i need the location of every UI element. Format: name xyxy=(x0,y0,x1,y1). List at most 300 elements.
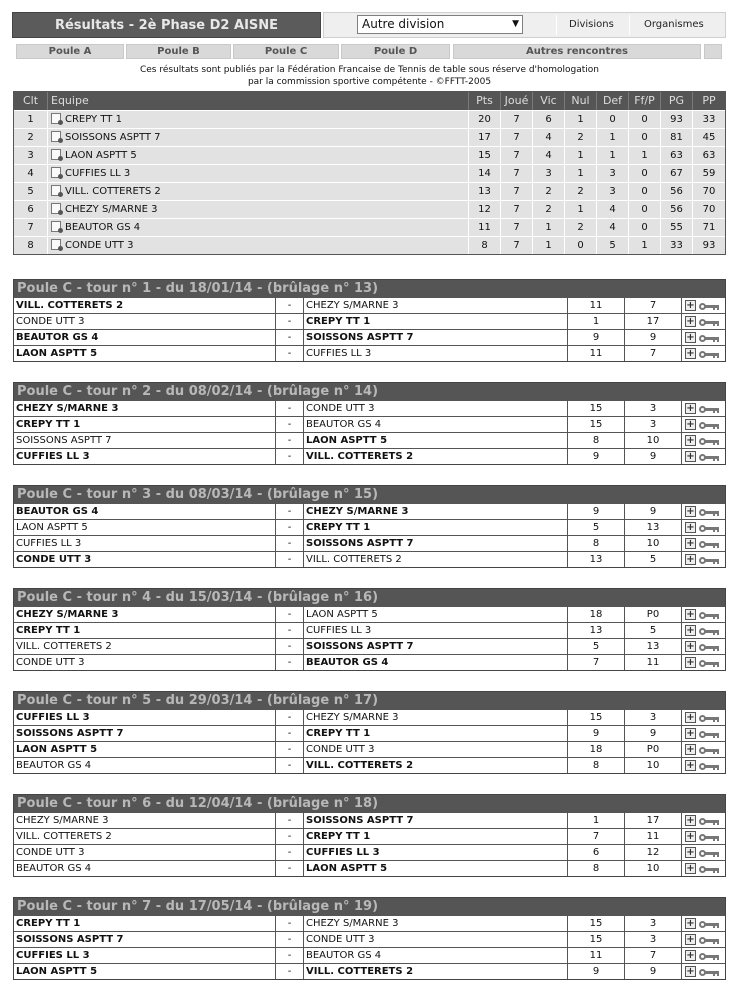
home-team: BEAUTOR GS 4 xyxy=(14,861,276,876)
home-score: 15 xyxy=(568,916,625,931)
standings-header-row xyxy=(14,92,725,110)
key-icon[interactable] xyxy=(699,644,721,651)
standings-cell: 63 xyxy=(702,150,716,161)
match-actions xyxy=(682,449,725,464)
match-row xyxy=(14,638,725,654)
away-team: BEAUTOR GS 4 xyxy=(304,417,568,432)
match-row xyxy=(14,329,725,345)
away-score: 9 xyxy=(625,330,682,345)
away-team: CONDE UTT 3 xyxy=(304,401,568,416)
standings-cell: 70 xyxy=(702,204,716,215)
key-icon[interactable] xyxy=(699,850,721,857)
standings-cell: 1 xyxy=(597,147,629,164)
match-row xyxy=(14,622,725,638)
standings-cell: 1 xyxy=(533,219,565,236)
match-row xyxy=(14,551,725,567)
plus-icon[interactable]: + xyxy=(686,744,695,755)
match-actions xyxy=(682,742,725,757)
key-icon[interactable] xyxy=(699,747,721,754)
key-icon[interactable] xyxy=(699,715,721,722)
team-info-icon[interactable] xyxy=(51,203,61,214)
away-score: 9 xyxy=(625,504,682,519)
tab-poule-a[interactable]: Poule A xyxy=(16,44,124,59)
key-icon[interactable] xyxy=(699,525,721,532)
standings-cell: 3 xyxy=(14,147,48,164)
away-score: 9 xyxy=(625,449,682,464)
team-cell xyxy=(48,111,469,128)
match-actions xyxy=(682,504,725,519)
home-team: SOISSONS ASPTT 7 xyxy=(14,726,276,741)
standings-row xyxy=(14,182,725,200)
home-team: CHEZY S/MARNE 3 xyxy=(14,607,276,622)
away-score: 3 xyxy=(625,710,682,725)
key-icon[interactable] xyxy=(699,763,721,770)
home-team: CUFFIES LL 3 xyxy=(14,449,276,464)
key-icon[interactable] xyxy=(699,818,721,825)
home-team: SOISSONS ASPTT 7 xyxy=(14,932,276,947)
away-score: 3 xyxy=(625,932,682,947)
match-row xyxy=(14,931,725,947)
match-row xyxy=(14,503,725,519)
key-icon[interactable] xyxy=(699,303,721,310)
plus-icon[interactable]: + xyxy=(686,815,695,826)
away-team: CHEZY S/MARNE 3 xyxy=(304,916,568,931)
standings-cell: 7 xyxy=(501,219,533,236)
column-header: PG xyxy=(661,92,693,110)
divisions-link[interactable]: Divisions xyxy=(569,19,614,30)
standings-cell: 0 xyxy=(629,219,661,236)
tab-poule-c[interactable]: Poule C xyxy=(233,44,339,59)
match-row xyxy=(14,860,725,876)
home-team: CHEZY S/MARNE 3 xyxy=(14,813,276,828)
division-select-value: Autre division xyxy=(362,17,445,31)
away-score: 7 xyxy=(625,346,682,361)
poule-tabs xyxy=(16,44,722,59)
team-info-icon[interactable] xyxy=(51,131,61,142)
match-row xyxy=(14,757,725,773)
home-score: 7 xyxy=(568,829,625,844)
away-team: LAON ASPTT 5 xyxy=(304,607,568,622)
home-team: LAON ASPTT 5 xyxy=(14,964,276,979)
notice-line-2: par la commission sportive compétente - ©FFTT-2005 xyxy=(247,77,492,87)
standings-cell: 81 xyxy=(661,129,693,146)
home-team: LAON ASPTT 5 xyxy=(14,346,276,361)
plus-icon[interactable]: + xyxy=(686,300,695,311)
separator: - xyxy=(276,964,304,979)
home-score: 15 xyxy=(568,417,625,432)
plus-icon[interactable]: + xyxy=(686,918,695,929)
plus-icon[interactable]: + xyxy=(686,760,695,771)
standings-cell: 1 xyxy=(533,237,565,254)
team-info-icon[interactable] xyxy=(51,239,61,250)
away-team: VILL. COTTERETS 2 xyxy=(304,964,568,979)
match-actions xyxy=(682,829,725,844)
key-icon[interactable] xyxy=(699,557,721,564)
home-team: VILL. COTTERETS 2 xyxy=(14,639,276,654)
standings-cell: 13 xyxy=(469,183,501,200)
plus-icon[interactable]: + xyxy=(686,728,695,739)
separator: - xyxy=(276,845,304,860)
key-icon[interactable] xyxy=(699,422,721,429)
plus-icon[interactable]: + xyxy=(686,847,695,858)
away-team: CUFFIES LL 3 xyxy=(304,346,568,361)
match-actions xyxy=(682,948,725,963)
plus-icon[interactable]: + xyxy=(686,966,695,977)
separator: - xyxy=(276,655,304,670)
match-row xyxy=(14,400,725,416)
match-actions xyxy=(682,932,725,947)
standings-cell: 3 xyxy=(597,165,629,182)
away-score: 5 xyxy=(625,552,682,567)
key-icon[interactable] xyxy=(699,541,721,548)
round-title: Poule C - tour n° 3 - du 08/03/14 - (brûlage n° 15) xyxy=(14,486,725,503)
round-block xyxy=(13,897,726,980)
away-score: 13 xyxy=(625,520,682,535)
key-icon[interactable] xyxy=(699,921,721,928)
standings-cell: 14 xyxy=(469,165,501,182)
home-score: 1 xyxy=(568,314,625,329)
away-team: CUFFIES LL 3 xyxy=(304,845,568,860)
away-team: CONDE UTT 3 xyxy=(304,932,568,947)
match-row xyxy=(14,741,725,757)
organismes-link[interactable]: Organismes xyxy=(644,19,704,30)
standings-cell: 1 xyxy=(565,147,597,164)
away-score: 17 xyxy=(625,314,682,329)
away-score: 3 xyxy=(625,417,682,432)
standings-cell: 0 xyxy=(565,237,597,254)
match-actions xyxy=(682,314,725,329)
match-actions xyxy=(682,298,725,313)
plus-icon[interactable]: + xyxy=(686,538,695,549)
standings-cell: 56 xyxy=(661,183,693,200)
home-score: 8 xyxy=(568,861,625,876)
key-icon[interactable] xyxy=(699,969,721,976)
standings-cell: 1 xyxy=(629,237,661,254)
match-actions xyxy=(682,845,725,860)
match-actions xyxy=(682,813,725,828)
away-team: CREPY TT 1 xyxy=(304,726,568,741)
team-name-link[interactable]: CHEZY S/MARNE 3 xyxy=(65,204,158,215)
standings-row xyxy=(14,218,725,236)
team-info-icon[interactable] xyxy=(51,221,61,232)
match-actions xyxy=(682,607,725,622)
plus-icon[interactable]: + xyxy=(686,641,695,652)
home-team: BEAUTOR GS 4 xyxy=(14,504,276,519)
away-team: VILL. COTTERETS 2 xyxy=(304,449,568,464)
divider xyxy=(629,15,630,35)
key-icon[interactable] xyxy=(699,953,721,960)
home-team: BEAUTOR GS 4 xyxy=(14,330,276,345)
round-block xyxy=(13,588,726,671)
home-team: CHEZY S/MARNE 3 xyxy=(14,401,276,416)
tab-poule-b[interactable]: Poule B xyxy=(126,44,231,59)
round-block xyxy=(13,691,726,774)
home-score: 6 xyxy=(568,845,625,860)
match-row xyxy=(14,535,725,551)
home-team: CONDE UTT 3 xyxy=(14,552,276,567)
plus-icon[interactable]: + xyxy=(686,522,695,533)
column-header: Ff/P xyxy=(629,92,661,110)
key-icon[interactable] xyxy=(699,660,721,667)
standings-cell: 4 xyxy=(14,165,48,182)
plus-icon[interactable]: + xyxy=(686,506,695,517)
standings-cell: 2 xyxy=(565,129,597,146)
match-row xyxy=(14,432,725,448)
match-row xyxy=(14,519,725,535)
standings-cell: 17 xyxy=(469,129,501,146)
away-score: 10 xyxy=(625,758,682,773)
match-row xyxy=(14,844,725,860)
match-row xyxy=(14,606,725,622)
away-score: P0 xyxy=(625,742,682,757)
home-team: CUFFIES LL 3 xyxy=(14,948,276,963)
standings-cell: 93 xyxy=(661,111,693,128)
plus-icon[interactable]: + xyxy=(686,451,695,462)
standings-cell: 11 xyxy=(469,219,501,236)
standings-cell: 93 xyxy=(702,240,716,251)
page-title: Résultats - 2è Phase D2 AISNE xyxy=(12,12,321,38)
plus-icon[interactable]: + xyxy=(686,657,695,668)
key-icon[interactable] xyxy=(699,937,721,944)
home-score: 5 xyxy=(568,520,625,535)
standings-cell: 45 xyxy=(702,132,716,143)
team-info-icon[interactable] xyxy=(51,167,61,178)
home-score: 13 xyxy=(568,552,625,567)
plus-icon[interactable]: + xyxy=(686,831,695,842)
match-actions xyxy=(682,726,725,741)
key-icon[interactable] xyxy=(699,351,721,358)
standings-cell: 0 xyxy=(629,129,661,146)
home-score: 1 xyxy=(568,813,625,828)
team-name-link[interactable]: BEAUTOR GS 4 xyxy=(65,222,141,233)
standings-cell: 6 xyxy=(533,111,565,128)
home-score: 9 xyxy=(568,964,625,979)
standings-cell: 7 xyxy=(501,147,533,164)
standings-cell: 2 xyxy=(565,183,597,200)
plus-icon[interactable]: + xyxy=(686,950,695,961)
away-score: 10 xyxy=(625,861,682,876)
round-title: Poule C - tour n° 1 - du 18/01/14 - (brûlage n° 13) xyxy=(14,280,725,297)
column-header: Vic xyxy=(533,92,565,110)
standings-cell: 56 xyxy=(661,201,693,218)
standings-row xyxy=(14,200,725,218)
team-name-link[interactable]: CREPY TT 1 xyxy=(65,114,122,125)
standings-cell: 55 xyxy=(661,219,693,236)
home-score: 11 xyxy=(568,346,625,361)
separator: - xyxy=(276,449,304,464)
standings-cell: 63 xyxy=(661,147,693,164)
home-score: 15 xyxy=(568,710,625,725)
tab-autres-rencontres[interactable]: Autres rencontres xyxy=(453,44,701,59)
home-score: 15 xyxy=(568,932,625,947)
key-icon[interactable] xyxy=(699,406,721,413)
separator: - xyxy=(276,314,304,329)
away-team: SOISSONS ASPTT 7 xyxy=(304,536,568,551)
away-team: CREPY TT 1 xyxy=(304,829,568,844)
away-score: 11 xyxy=(625,829,682,844)
away-score: 9 xyxy=(625,726,682,741)
match-row xyxy=(14,313,725,329)
away-team: CHEZY S/MARNE 3 xyxy=(304,710,568,725)
home-team: CREPY TT 1 xyxy=(14,417,276,432)
team-name-link[interactable]: LAON ASPTT 5 xyxy=(65,150,137,161)
match-row xyxy=(14,709,725,725)
standings-cell: 0 xyxy=(629,111,661,128)
away-score: 3 xyxy=(625,401,682,416)
match-row xyxy=(14,915,725,931)
plus-icon[interactable]: + xyxy=(686,332,695,343)
match-actions xyxy=(682,655,725,670)
team-name-link[interactable]: VILL. COTTERETS 2 xyxy=(65,186,161,197)
standings-cell: 2 xyxy=(533,201,565,218)
key-icon[interactable] xyxy=(699,335,721,342)
round-block xyxy=(13,485,726,568)
key-icon[interactable] xyxy=(699,834,721,841)
home-score: 9 xyxy=(568,726,625,741)
column-header: Clt xyxy=(14,92,48,110)
separator: - xyxy=(276,536,304,551)
key-icon[interactable] xyxy=(699,628,721,635)
match-actions xyxy=(682,639,725,654)
standings-cell: 1 xyxy=(14,111,48,128)
standings-cell: 7 xyxy=(501,237,533,254)
standings-row xyxy=(14,110,725,128)
team-info-icon[interactable] xyxy=(51,113,61,124)
match-actions xyxy=(682,710,725,725)
match-actions xyxy=(682,417,725,432)
away-score: 5 xyxy=(625,623,682,638)
tab-poule-d[interactable]: Poule D xyxy=(341,44,450,59)
column-header: Equipe xyxy=(48,92,469,110)
team-name-link[interactable]: CONDE UTT 3 xyxy=(65,240,134,251)
plus-icon[interactable]: + xyxy=(686,712,695,723)
standings-cell: 2 xyxy=(533,183,565,200)
home-team: CUFFIES LL 3 xyxy=(14,710,276,725)
plus-icon[interactable]: + xyxy=(686,609,695,620)
separator: - xyxy=(276,861,304,876)
match-actions xyxy=(682,758,725,773)
plus-icon[interactable]: + xyxy=(686,554,695,565)
away-team: CREPY TT 1 xyxy=(304,520,568,535)
separator: - xyxy=(276,639,304,654)
away-score: 3 xyxy=(625,916,682,931)
plus-icon[interactable]: + xyxy=(686,435,695,446)
key-icon[interactable] xyxy=(699,319,721,326)
separator: - xyxy=(276,948,304,963)
key-icon[interactable] xyxy=(699,866,721,873)
standings-cell: 7 xyxy=(501,165,533,182)
separator: - xyxy=(276,346,304,361)
home-team: LAON ASPTT 5 xyxy=(14,520,276,535)
home-score: 9 xyxy=(568,449,625,464)
round-block xyxy=(13,794,726,877)
standings-cell: 8 xyxy=(14,237,48,254)
separator: - xyxy=(276,433,304,448)
separator: - xyxy=(276,916,304,931)
separator: - xyxy=(276,758,304,773)
away-team: SOISSONS ASPTT 7 xyxy=(304,330,568,345)
standings-cell: 4 xyxy=(597,219,629,236)
key-icon[interactable] xyxy=(699,438,721,445)
round-title: Poule C - tour n° 7 - du 17/05/14 - (brûlage n° 19) xyxy=(14,898,725,915)
match-row xyxy=(14,812,725,828)
plus-icon[interactable]: + xyxy=(686,348,695,359)
match-actions xyxy=(682,433,725,448)
plus-icon[interactable]: + xyxy=(686,863,695,874)
home-score: 15 xyxy=(568,401,625,416)
away-team: LAON ASPTT 5 xyxy=(304,861,568,876)
standings-cell: 3 xyxy=(533,165,565,182)
plus-icon[interactable]: + xyxy=(686,419,695,430)
plus-icon[interactable]: + xyxy=(686,625,695,636)
home-score: 13 xyxy=(568,623,625,638)
team-name-link[interactable]: SOISSONS ASPTT 7 xyxy=(65,132,161,143)
away-team: CHEZY S/MARNE 3 xyxy=(304,298,568,313)
standings-cell: 20 xyxy=(469,111,501,128)
tab-extra[interactable] xyxy=(704,44,722,59)
home-score: 9 xyxy=(568,504,625,519)
home-team: VILL. COTTERETS 2 xyxy=(14,829,276,844)
away-score: 10 xyxy=(625,433,682,448)
plus-icon[interactable]: + xyxy=(686,316,695,327)
standings-cell: 1 xyxy=(629,147,661,164)
home-team: VILL. COTTERETS 2 xyxy=(14,298,276,313)
division-select[interactable] xyxy=(357,15,523,34)
team-info-icon[interactable] xyxy=(51,149,61,160)
match-actions xyxy=(682,916,725,931)
home-team: CONDE UTT 3 xyxy=(14,314,276,329)
round-block xyxy=(13,382,726,465)
standings-table xyxy=(13,91,726,255)
plus-icon[interactable]: + xyxy=(686,403,695,414)
key-icon[interactable] xyxy=(699,612,721,619)
standings-cell: 2 xyxy=(565,219,597,236)
away-score: 7 xyxy=(625,298,682,313)
home-team: LAON ASPTT 5 xyxy=(14,742,276,757)
match-actions xyxy=(682,346,725,361)
team-cell xyxy=(48,147,469,164)
standings-cell: 71 xyxy=(702,222,716,233)
key-icon[interactable] xyxy=(699,731,721,738)
round-title: Poule C - tour n° 4 - du 15/03/14 - (brûlage n° 16) xyxy=(14,589,725,606)
match-row xyxy=(14,725,725,741)
home-score: 5 xyxy=(568,639,625,654)
away-score: 13 xyxy=(625,639,682,654)
separator: - xyxy=(276,932,304,947)
header-toolbar xyxy=(323,12,726,38)
home-score: 11 xyxy=(568,298,625,313)
plus-icon[interactable]: + xyxy=(686,934,695,945)
round-block xyxy=(13,279,726,362)
team-name-link[interactable]: CUFFIES LL 3 xyxy=(65,168,131,179)
away-score: P0 xyxy=(625,607,682,622)
separator: - xyxy=(276,298,304,313)
match-actions xyxy=(682,401,725,416)
chevron-down-icon: ▼ xyxy=(512,19,519,29)
team-info-icon[interactable] xyxy=(51,185,61,196)
home-score: 11 xyxy=(568,948,625,963)
match-row xyxy=(14,654,725,670)
standings-cell: 1 xyxy=(565,111,597,128)
separator: - xyxy=(276,623,304,638)
separator: - xyxy=(276,710,304,725)
standings-cell: 70 xyxy=(702,186,716,197)
key-icon[interactable] xyxy=(699,454,721,461)
home-team: BEAUTOR GS 4 xyxy=(14,758,276,773)
key-icon[interactable] xyxy=(699,509,721,516)
standings-cell: 1 xyxy=(597,129,629,146)
match-actions xyxy=(682,552,725,567)
